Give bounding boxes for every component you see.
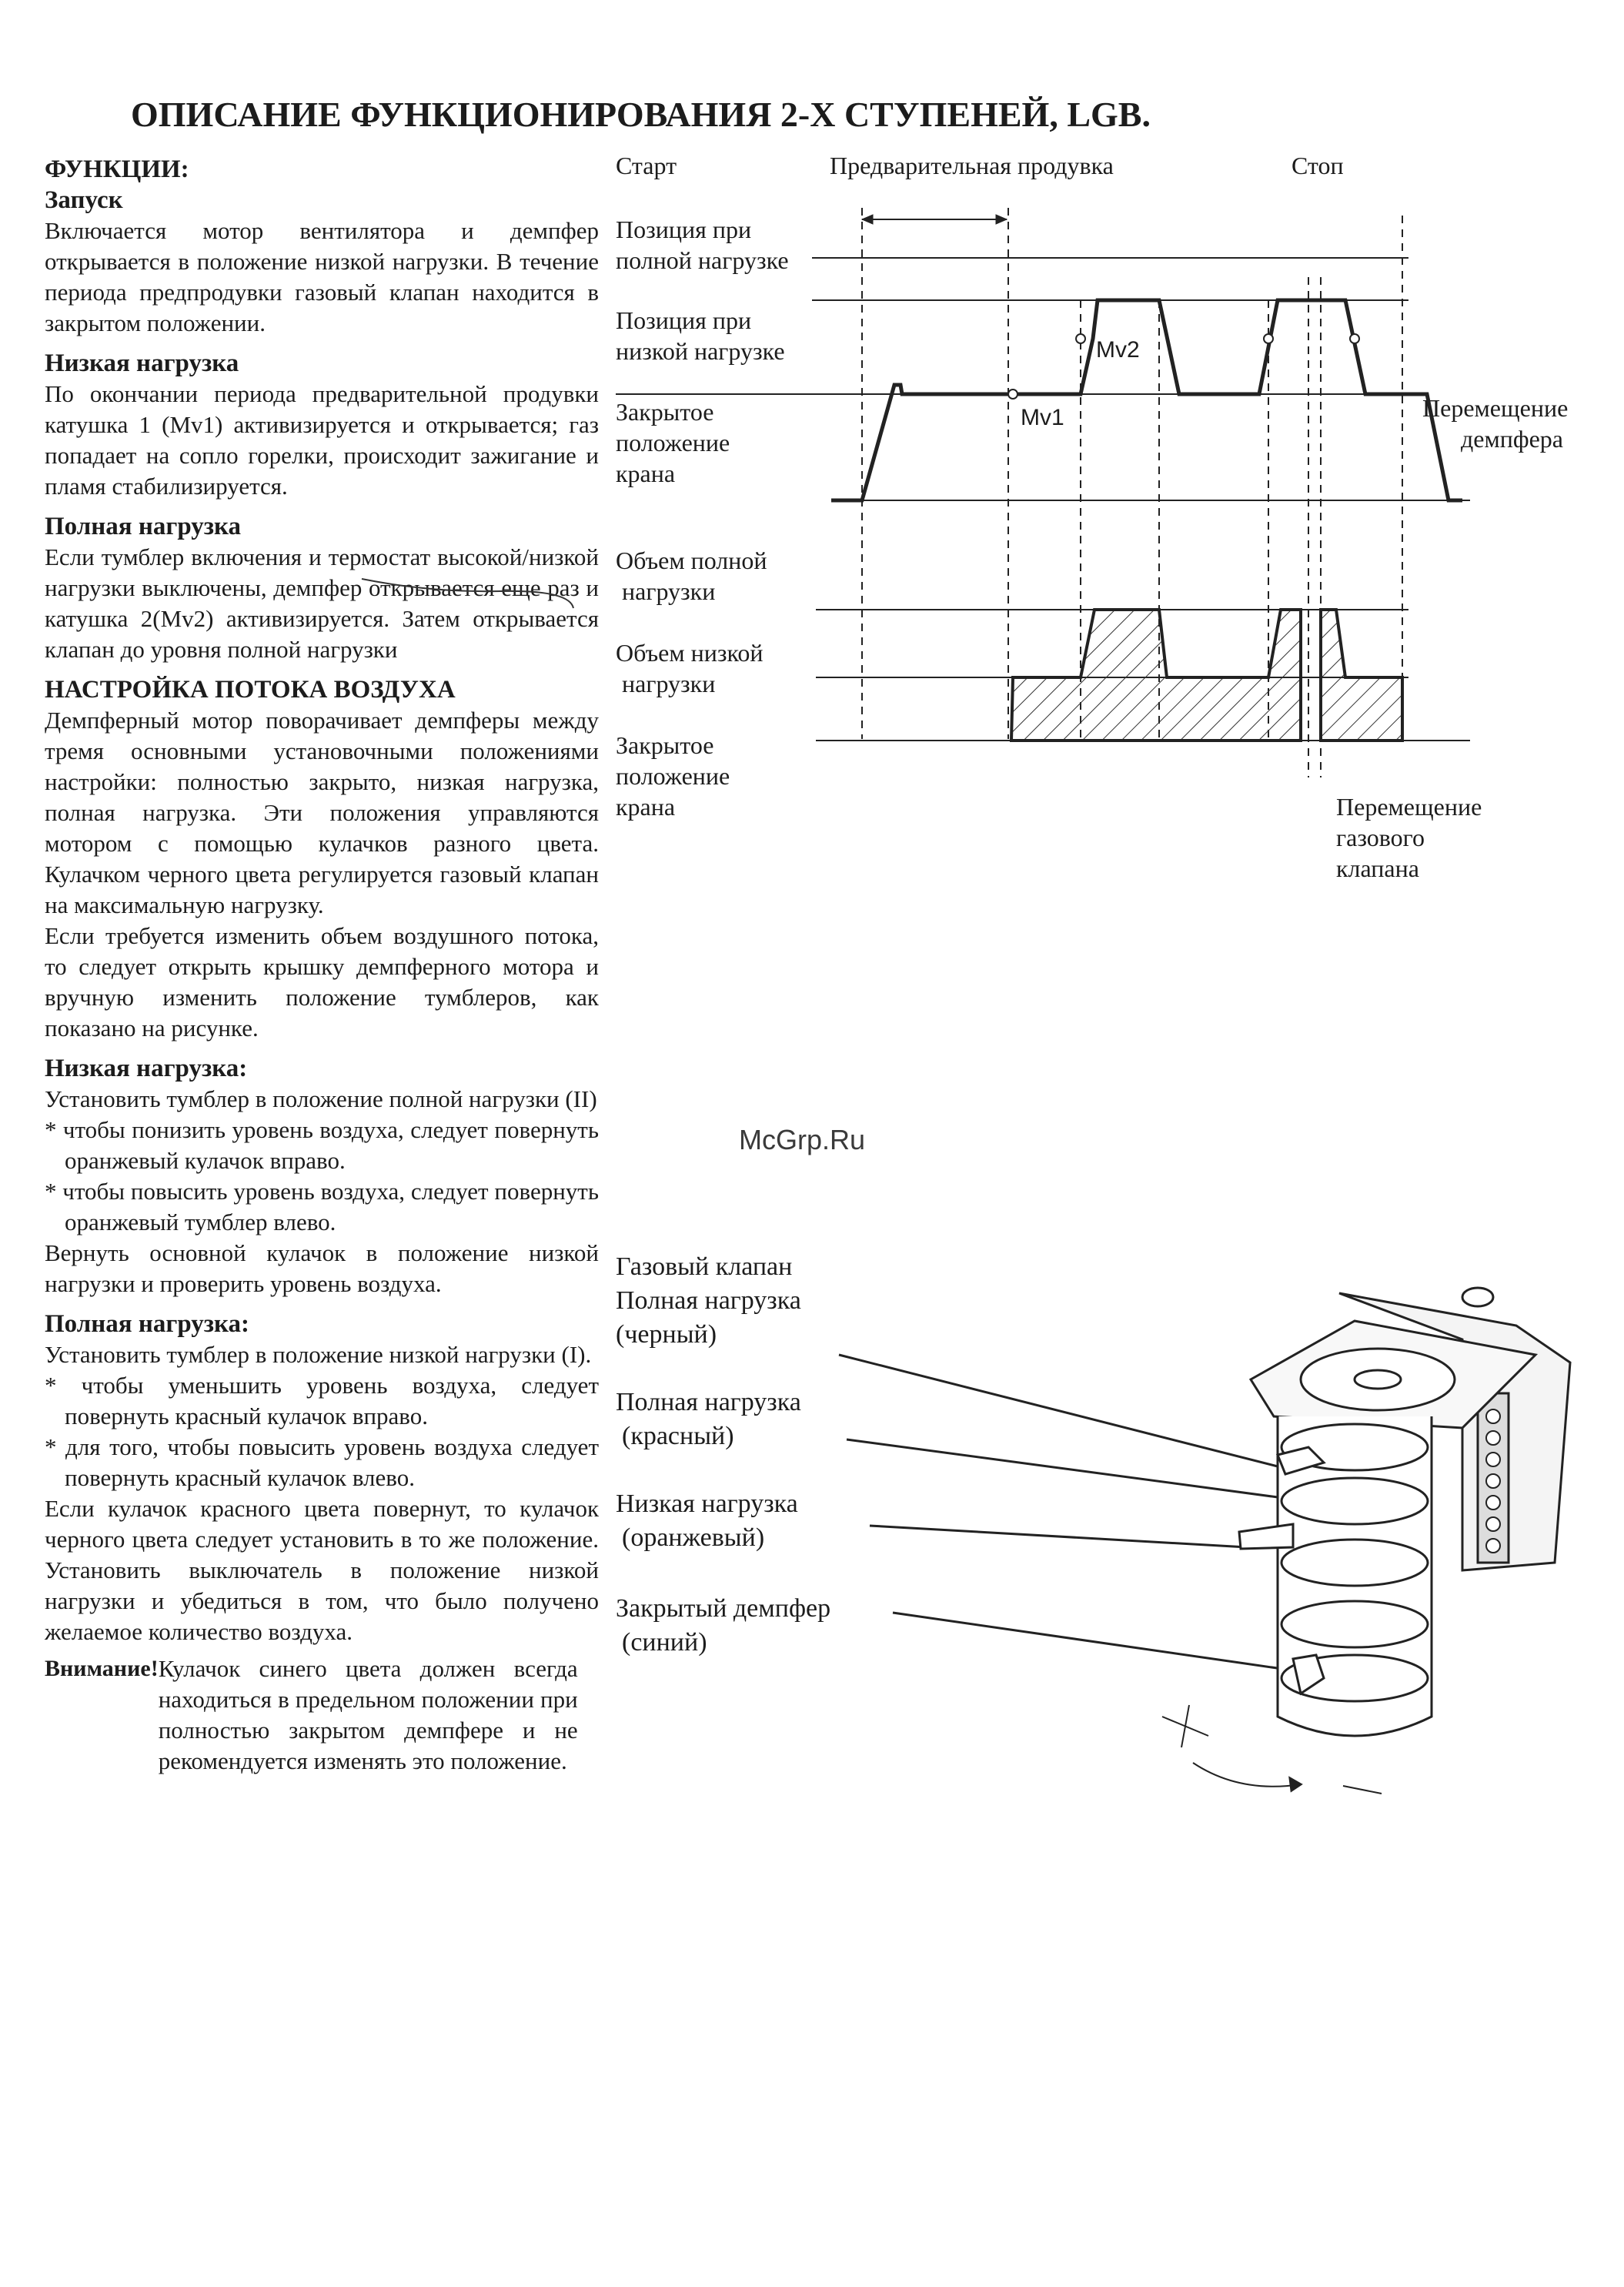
cam-closed-label: Закрытый демпфер (синий) <box>616 1594 831 1657</box>
low-load-bullet-1: * чтобы понизить уровень воздуха, следует повернуть оранжевый кулачок вправо. <box>45 1116 599 1174</box>
full-load-setting-heading: Полная нагрузка: <box>45 1310 250 1338</box>
cam-gas-valve-label: Газовый клапан Полная нагрузка (черный) <box>616 1252 801 1349</box>
pen-mark <box>362 579 573 608</box>
low-load-heading: Низкая нагрузка <box>45 349 239 377</box>
low-load-setting-text-2: Вернуть основной кулачок в положение низкой нагрузки и проверить уровень воздуха. <box>45 1239 599 1297</box>
functions-heading: ФУНКЦИИ: <box>45 155 189 183</box>
low-load-setting-text: Установить тумблер в положение полной нагрузки (II) <box>45 1085 597 1112</box>
timing-diagram <box>616 208 1470 777</box>
watermark: McGrp.Ru <box>739 1124 866 1155</box>
full-load-bullet-2: * для того, чтобы повысить уровень воздуха следует повернуть красный кулачок влево. <box>45 1433 599 1491</box>
closed-label-1: Закрытое положение крана <box>616 398 730 487</box>
full-load-bullet-1: * чтобы уменьшить уровень воздуха, следует повернуть красный кулачок вправо. <box>45 1372 599 1429</box>
air-flow-text: Демпферный мотор поворачивает демпферы между тремя основными установочными положениями настройки: полностью закрыто, низкая нагрузка, полная нагрузка. Эти положения управляются мотором с помощью кулачков разного цвета. Кулачком черного цвета регулируется газовый клапан на максимальную нагрузку. <box>45 707 599 918</box>
damper-move-label: Перемещение демпфера <box>1422 394 1569 453</box>
cam-assembly <box>839 1288 1570 1794</box>
low-load-setting-heading: Низкая нагрузка: <box>45 1055 248 1082</box>
mv1-marker-label: Mv1 <box>1021 405 1064 430</box>
damper-curve <box>831 300 1462 500</box>
mv1-marker <box>1008 390 1018 399</box>
gas-valve-area <box>1011 610 1301 741</box>
page-title: ОПИСАНИЕ ФУНКЦИОНИРОВАНИЯ 2-Х СТУПЕНЕЙ, LGB. <box>131 95 1151 134</box>
full-load-setting-text-2: Если кулачок красного цвета повернут, то кулачок черного цвета следует установить в то же положение. Установить выключатель в положение низкой нагрузки и убедиться в том, что было получено желаемое количество воздуха. <box>45 1495 599 1645</box>
full-load-text: Если тумблер включения и термостат высокой/низкой нагрузки выключены, демпфер открывается еще раз и катушка 2(Mv2) активизируется. Затем открывается клапан до уровня полной нагрузки <box>45 543 599 663</box>
prepurge-label: Предварительная продувка <box>830 152 1114 179</box>
warning-label: Внимание! <box>45 1656 159 1681</box>
low-load-text: По окончании периода предварительной продувки катушка 1 (Mv1) активизируется и открывается; газ попадает на сопло горелки, происходит зажигание и пламя стабилизируется. <box>45 380 599 500</box>
air-flow-heading: НАСТРОЙКА ПОТОКА ВОЗДУХА <box>45 676 456 704</box>
closed-label-2: Закрытое положение крана <box>616 731 730 821</box>
start-heading: Запуск <box>45 186 123 214</box>
gas-move-label: Перемещение газового клапана <box>1336 793 1482 882</box>
full-load-heading: Полная нагрузка <box>45 513 242 540</box>
vol-full-label: Объем полной нагрузки <box>616 547 767 605</box>
start-text: Включается мотор вентилятора и демпфер открывается в положение низкой нагрузки. В течение периода предпродувки газовый клапан находится в закрытом положении. <box>45 217 599 336</box>
warning-text: Кулачок синего цвета должен всегда находиться в предельном положении при полностью закрытом демпфере и не рекомендуется изменять это положение. <box>158 1655 578 1774</box>
pos-low-label: Позиция при низкой нагрузке <box>616 306 785 365</box>
low-load-bullet-2: * чтобы повысить уровень воздуха, следует повернуть оранжевый тумблер влево. <box>45 1178 599 1235</box>
mv2-marker <box>1076 334 1085 343</box>
air-flow-text-2: Если требуется изменить объем воздушного потока, то следует открыть крышку демпферного мотора и вручную изменить положение тумблеров, как показано на рисунке. <box>45 922 599 1042</box>
full-load-setting-text: Установить тумблер в положение низкой нагрузки (I). <box>45 1341 592 1368</box>
vol-low-label: Объем низкой нагрузки <box>616 639 764 697</box>
stop-label: Стоп <box>1292 152 1344 179</box>
cam-low-label: Низкая нагрузка (оранжевый) <box>616 1490 798 1552</box>
mv2-marker-label: Mv2 <box>1096 337 1140 363</box>
pos-full-label: Позиция при полной нагрузке <box>616 216 789 274</box>
cam-full-label: Полная нагрузка (красный) <box>616 1388 801 1450</box>
start-label: Старт <box>616 152 677 179</box>
